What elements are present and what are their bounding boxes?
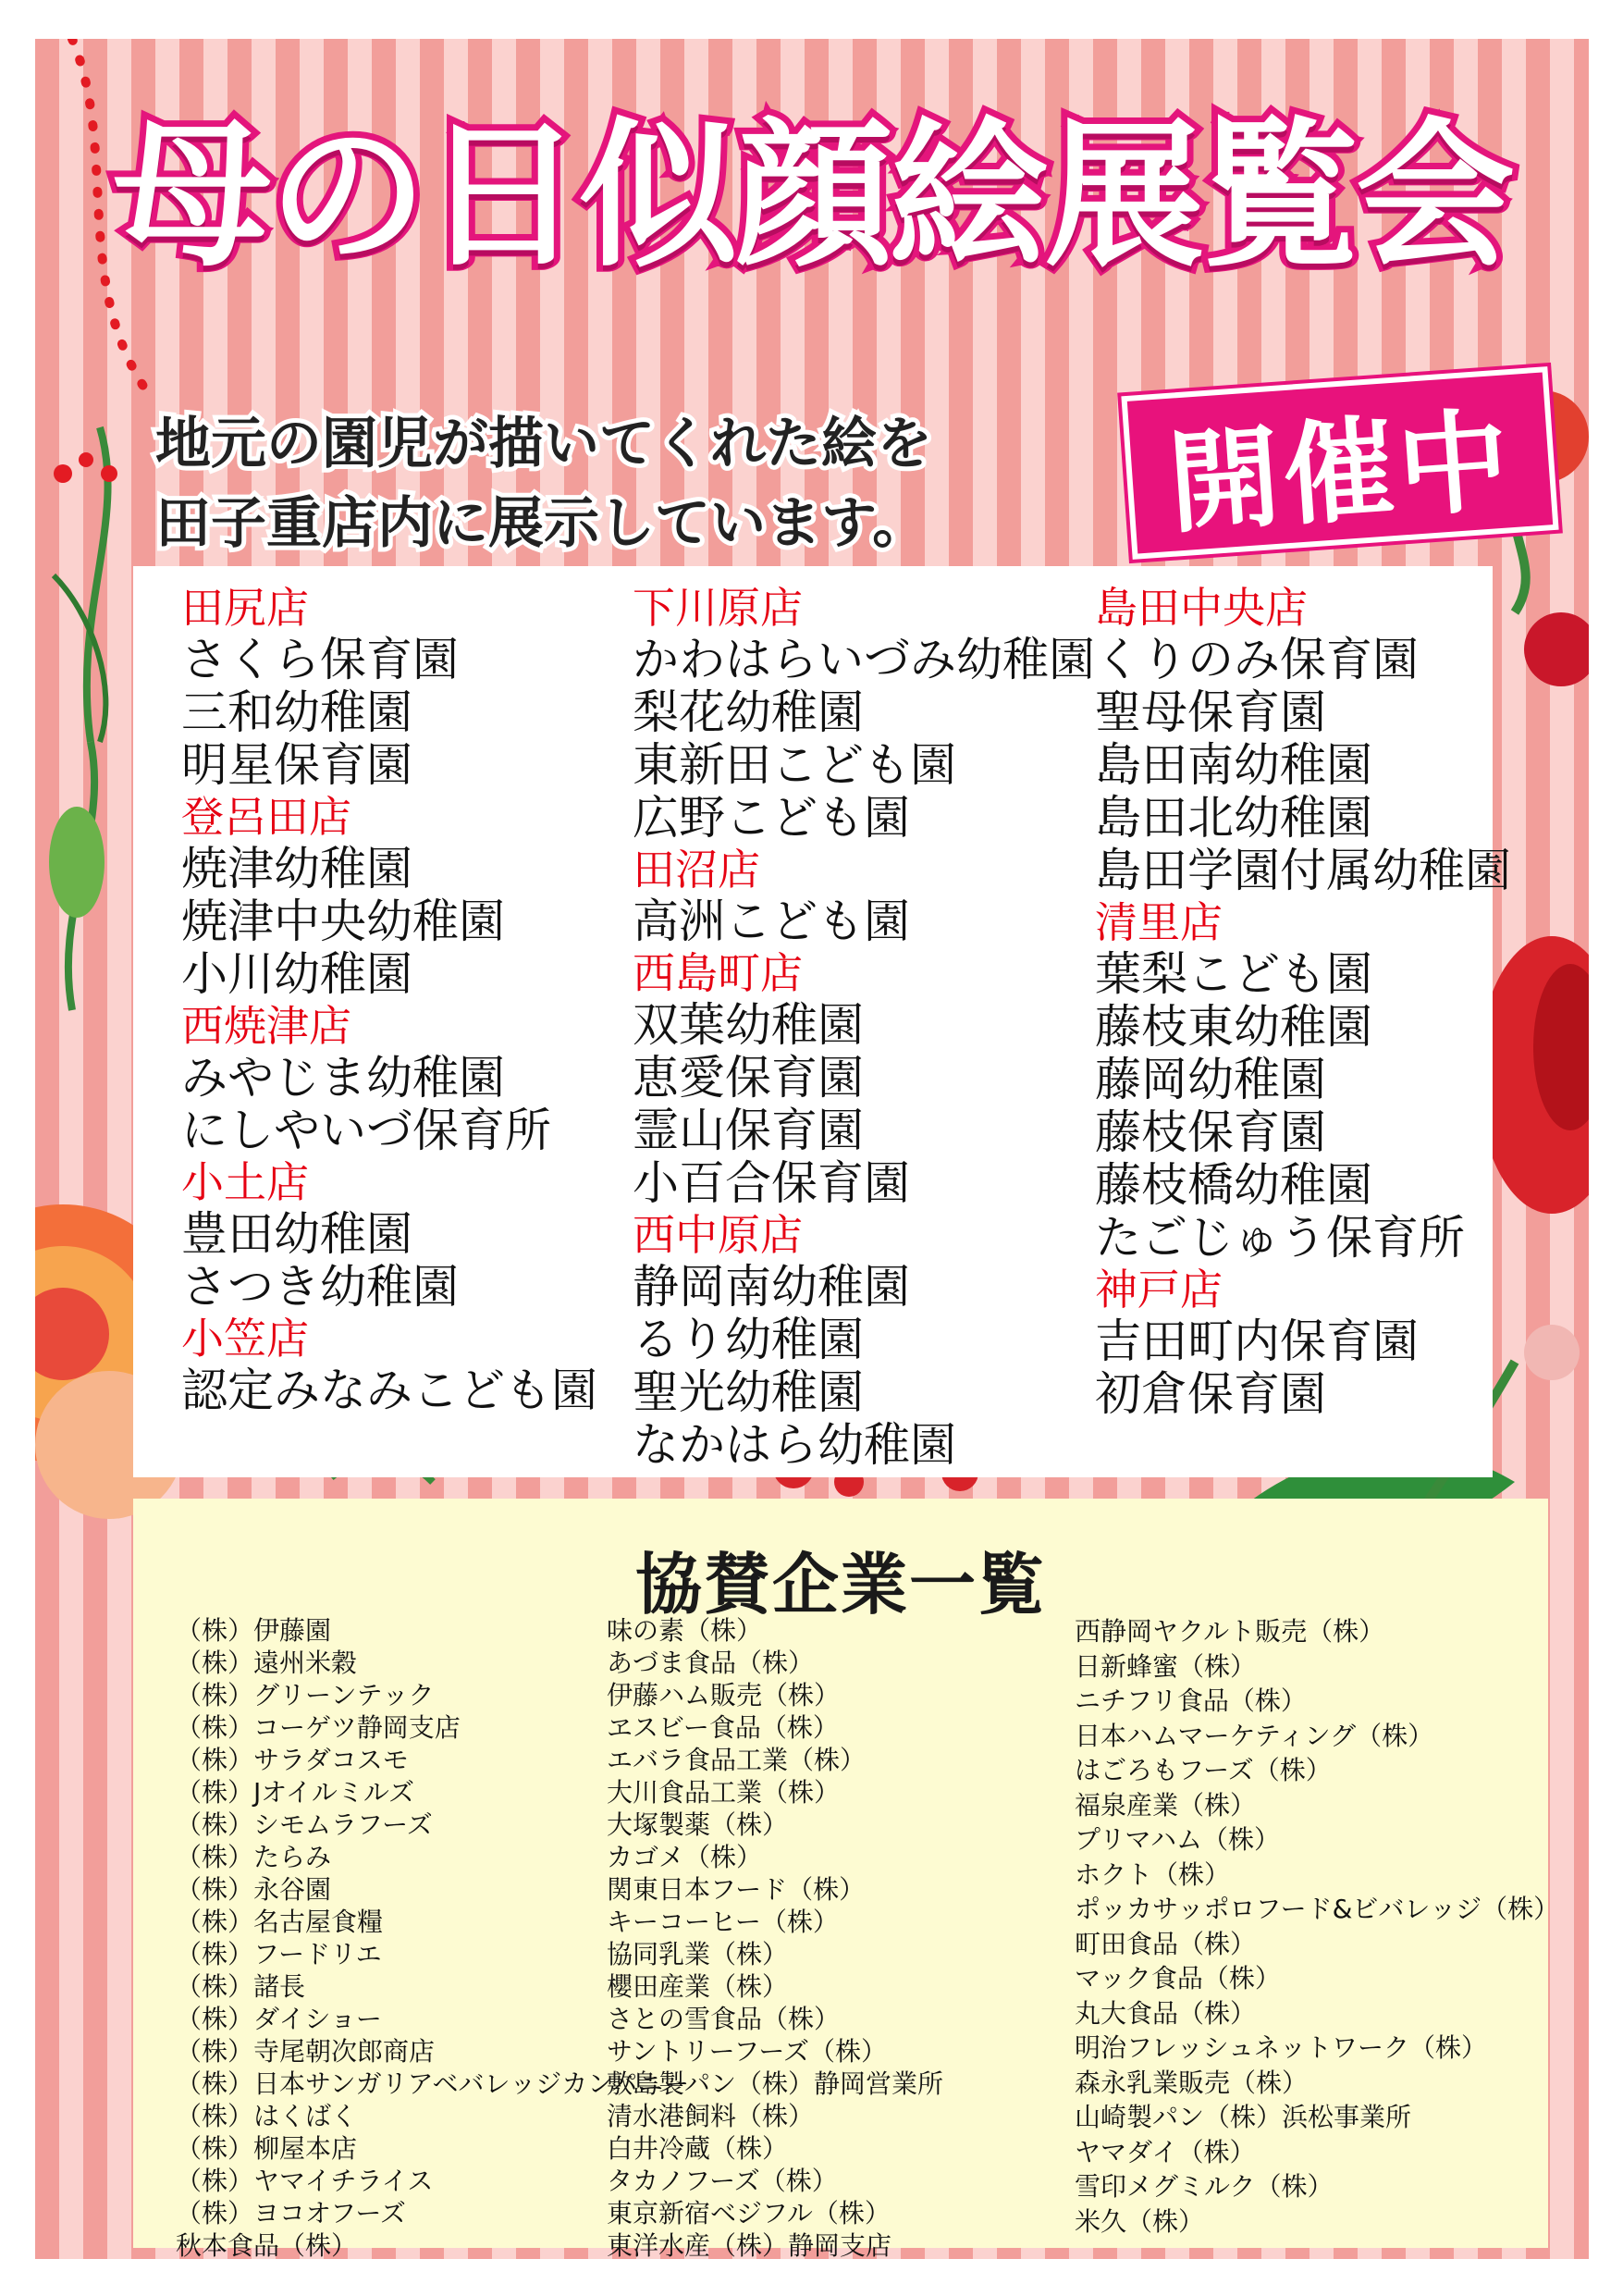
sponsor-name: （株）諸長 [176, 1971, 306, 2002]
sponsor-name: ヤマダイ（株） [1075, 2136, 1256, 2167]
sponsor-name: 櫻田産業（株） [607, 1971, 789, 2002]
sponsor-name: （株）日本サンガリアベバレッジカンパニー [176, 2068, 690, 2099]
school-name: 豊田幼稚園 [181, 1207, 412, 1261]
school-name: 三和幼稚園 [181, 685, 412, 739]
sponsor-name: マック食品（株） [1075, 1963, 1281, 1994]
store-column [181, 583, 597, 1417]
store-name: 西島町店 [633, 948, 803, 998]
school-name: かわはらいづみ幼稚園 [633, 633, 1095, 686]
sponsor-name: 明治フレッシュネットワーク（株） [1075, 2032, 1488, 2063]
sponsor-name: （株）ヨコオフーズ [176, 2198, 406, 2228]
school-name: 藤枝橋幼稚園 [1095, 1158, 1372, 1212]
store-school-list [133, 566, 1511, 1477]
school-name: るり幼稚園 [633, 1313, 864, 1366]
sponsor-name: 日新蜂蜜（株） [1075, 1650, 1257, 1682]
school-name: 東新田こども園 [633, 738, 956, 792]
school-name: 葉梨こども園 [1095, 947, 1372, 1001]
badge-label: 開催中 [1164, 396, 1518, 549]
sponsor-name: （株）グリーンテック [176, 1680, 435, 1710]
store-name: 田沼店 [633, 845, 760, 895]
sponsor-name: 丸大食品（株） [1075, 1997, 1257, 2029]
sponsor-name: 森永乳業販売（株） [1075, 2067, 1309, 2098]
sponsor-name: 大川食品工業（株） [607, 1777, 841, 1808]
sponsor-name: （株）フードリエ [176, 1939, 382, 1969]
sponsor-name: （株）寺尾朝次郎商店 [176, 2036, 436, 2067]
subtitle [155, 404, 1136, 563]
sponsor-name: キーコーヒー（株） [607, 1907, 839, 1937]
sponsor-name: 大塚製薬（株） [607, 1809, 789, 1840]
sponsor-name: 福泉産業（株） [1075, 1789, 1257, 1821]
store-name: 清里店 [1095, 897, 1223, 947]
sponsor-name: 東京新宿ベジフル（株） [607, 2198, 891, 2228]
sponsor-name: プリマハム（株） [1075, 1824, 1281, 1855]
store-name: 西中原店 [633, 1210, 803, 1260]
school-name: みやじま幼稚園 [181, 1051, 505, 1105]
school-name: 島田北幼稚園 [1095, 791, 1372, 845]
sponsor-name: 協同乳業（株） [607, 1939, 789, 1969]
sponsor-name: サントリーフーズ（株） [607, 2036, 887, 2067]
school-name: さくら保育園 [181, 633, 459, 686]
sponsor-name: カゴメ（株） [607, 1842, 763, 1872]
sponsor-name: 東洋水産（株）静岡支店 [607, 2230, 892, 2259]
sponsor-name: （株）柳屋本店 [176, 2133, 358, 2164]
school-name: 藤枝保育園 [1095, 1105, 1326, 1159]
sponsor-name: （株）名古屋食糧 [176, 1907, 384, 1937]
subtitle-line: 田子重店内に展示しています。 [155, 491, 928, 556]
school-name: 聖母保育園 [1095, 685, 1326, 739]
school-name: 認定みなみこども園 [181, 1364, 597, 1417]
store-column [633, 583, 1095, 1472]
store-name: 神戸店 [1095, 1265, 1223, 1315]
poster [35, 39, 1589, 2259]
sponsor-name: 清水港飼料（株） [607, 2101, 815, 2131]
school-name: 聖光幼稚園 [633, 1365, 864, 1419]
sponsor-name: 伊藤ハム販売（株） [607, 1680, 841, 1710]
school-name: 吉田町内保育園 [1095, 1315, 1419, 1368]
school-name: 小百合保育園 [633, 1156, 910, 1210]
school-name: 高洲こども園 [633, 895, 910, 948]
sponsor-name: あづま食品（株） [607, 1648, 815, 1678]
sponsor-name: はごろもフーズ（株） [1075, 1755, 1332, 1785]
store-column [1095, 583, 1511, 1421]
school-name: 恵愛保育園 [633, 1051, 864, 1105]
store-name: 下川原店 [633, 583, 803, 633]
sponsor-name: 秋本食品（株） [176, 2230, 358, 2259]
sponsor-name: （株）伊藤園 [176, 1615, 332, 1646]
school-name: 明星保育園 [181, 738, 412, 792]
sponsor-name: ヱスビー食品（株） [607, 1712, 839, 1743]
store-name: 小笠店 [181, 1314, 309, 1364]
sponsor-name: タカノフーズ（株） [607, 2166, 838, 2196]
school-name: さつき幼稚園 [181, 1260, 459, 1314]
sponsor-name: ポッカサッポロフード&ビバレッジ（株） [1075, 1894, 1560, 1924]
sponsor-name: （株）サラダコスモ [176, 1745, 409, 1775]
store-name: 田尻店 [181, 583, 309, 633]
sponsor-name: 関東日本フード（株） [607, 1874, 866, 1905]
sponsor-name: 白井冷蔵（株） [607, 2133, 789, 2164]
school-name: たごじゅう保育所 [1095, 1211, 1465, 1265]
school-name: 初倉保育園 [1095, 1367, 1326, 1421]
sponsor-name: （株）はくばく [176, 2101, 358, 2131]
school-name: 焼津幼稚園 [181, 842, 412, 895]
sponsors-title: 協賛企業一覧 [634, 1545, 1046, 1623]
sponsor-name: 町田食品（株） [1075, 1928, 1257, 1959]
school-name: 双葉幼稚園 [633, 998, 864, 1052]
sponsor-name: 雪印メグミルク（株） [1075, 2171, 1334, 2202]
sponsor-name: 敷島製パン（株）静岡営業所 [607, 2068, 944, 2099]
sponsor-name: （株）永谷園 [176, 1874, 332, 1905]
school-name: くりのみ保育園 [1095, 633, 1419, 686]
store-name: 小土店 [181, 1157, 309, 1207]
sponsor-name: （株）遠州米穀 [176, 1648, 358, 1678]
sponsor-name: さとの雪食品（株） [607, 2004, 841, 2034]
sponsor-column [607, 1614, 943, 2259]
school-name: 梨花幼稚園 [633, 685, 864, 739]
sponsor-name: （株）コーゲツ静岡支店 [176, 1712, 461, 1743]
sponsor-name: 山崎製パン（株）浜松事業所 [1075, 2102, 1412, 2132]
school-name: 小川幼稚園 [181, 947, 412, 1001]
poster-title: 母の日似顔絵展覧会 [113, 103, 1511, 289]
sponsor-name: 日本ハムマーケティング（株） [1075, 1720, 1434, 1751]
school-name: 焼津中央幼稚園 [181, 895, 505, 948]
store-name: 西焼津店 [181, 1001, 351, 1051]
sponsor-column [1075, 1614, 1559, 2239]
sponsor-name: （株）ヤマイチライス [176, 2166, 434, 2196]
school-name: 霊山保育園 [633, 1104, 864, 1157]
sponsor-name: 米久（株） [1075, 2205, 1205, 2237]
sponsor-name: ニチフリ食品（株） [1075, 1685, 1307, 1716]
sponsor-name: （株）Jオイルミルズ [176, 1777, 415, 1808]
store-name: 登呂田店 [181, 792, 351, 842]
sponsor-name: ホクト（株） [1075, 1858, 1231, 1890]
sponsor-panel [133, 1499, 1560, 2259]
school-name: 藤枝東幼稚園 [1095, 1000, 1372, 1054]
sponsor-name: 味の素（株） [607, 1615, 763, 1646]
sponsor-name: （株）たらみ [176, 1842, 332, 1872]
now-open-badge [1121, 366, 1558, 560]
sponsor-name: 西静岡ヤクルト販売（株） [1075, 1616, 1385, 1647]
school-name: にしやいづ保育所 [181, 1104, 551, 1157]
school-name: 広野こども園 [633, 791, 910, 845]
school-name: 静岡南幼稚園 [633, 1260, 910, 1314]
store-name: 島田中央店 [1095, 583, 1308, 633]
school-name: なかはら幼稚園 [633, 1418, 956, 1472]
subtitle-line: 地元の園児が描いてくれた絵を [155, 412, 932, 476]
sponsor-name: （株）シモムラフーズ [176, 1809, 433, 1840]
school-name: 島田南幼稚園 [1095, 738, 1372, 792]
sponsor-name: エバラ食品工業（株） [607, 1745, 867, 1775]
sponsor-name: （株）ダイショー [176, 2004, 382, 2034]
school-name: 藤岡幼稚園 [1095, 1053, 1326, 1106]
school-name: 島田学園付属幼稚園 [1095, 844, 1511, 897]
